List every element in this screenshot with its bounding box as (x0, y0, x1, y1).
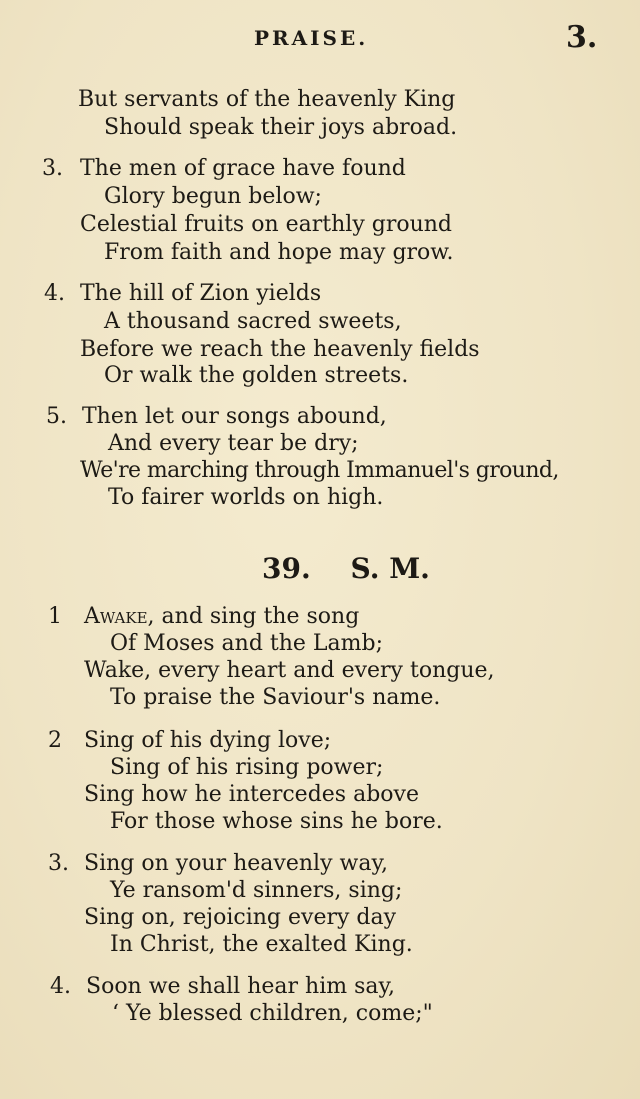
verse-line: To fairer worlds on high. (108, 485, 384, 510)
verse-line: We're marching through Immanuel's ground, (80, 458, 559, 483)
verse-line: And every tear be dry; (108, 431, 359, 456)
verse-line: Glory begun below; (104, 184, 322, 209)
verse-line: Before we reach the heavenly fields (80, 337, 480, 362)
verse-line (84, 603, 359, 631)
stanza-number: 3. (42, 156, 63, 181)
verse-line: Sing of his dying love; (84, 728, 332, 753)
page-number: 3. (566, 20, 598, 55)
verse-line: Ye ransom'd sinners, sing; (110, 878, 403, 903)
stanza-number: 3. (48, 851, 69, 876)
verse-line: ‘ Ye blessed children, come;" (112, 1001, 433, 1026)
hymn-heading (262, 552, 430, 585)
verse-line: Should speak their joys abroad. (104, 115, 458, 140)
verse-line: From faith and hope may grow. (104, 240, 454, 265)
verse-line: Celestial fruits on earthly ground (80, 212, 453, 237)
stanza-number: 1 (48, 604, 62, 629)
verse-line: Wake, every heart and every tongue, (84, 658, 495, 683)
verse-line: Sing of his rising power; (110, 755, 384, 780)
first-word: Awake (84, 604, 148, 629)
verse-line: Sing on, rejoicing every day (84, 905, 397, 930)
stanza-number: 4. (44, 281, 65, 306)
verse-line: Or walk the golden streets. (104, 363, 409, 388)
verse-line: Of Moses and the Lamb; (110, 631, 384, 656)
verse-line: Sing on your heavenly way, (84, 851, 388, 876)
stanza-number: 5. (46, 404, 67, 429)
verse-line: Sing how he intercedes above (84, 782, 419, 807)
verse-line: But servants of the heavenly King (78, 87, 456, 112)
verse-line: Soon we shall hear him say, (86, 974, 395, 999)
hymn-number: 39. (262, 552, 311, 585)
stanza-number: 2 (48, 728, 62, 753)
verse-line: In Christ, the exalted King. (110, 932, 413, 957)
verse-line: A thousand sacred sweets, (104, 309, 402, 334)
stanza-number: 4. (50, 974, 71, 999)
verse-line: Then let our songs abound, (82, 404, 387, 429)
first-line-rest: , and sing the song (147, 604, 360, 629)
verse-line: To praise the Saviour's name. (110, 685, 441, 710)
verse-line: The hill of Zion yields (80, 281, 322, 306)
running-head: PRAISE. (254, 26, 369, 50)
verse-line: For those whose sins he bore. (110, 809, 443, 834)
verse-line: The men of grace have found (80, 156, 406, 181)
hymn-meter: S. M. (350, 552, 430, 585)
